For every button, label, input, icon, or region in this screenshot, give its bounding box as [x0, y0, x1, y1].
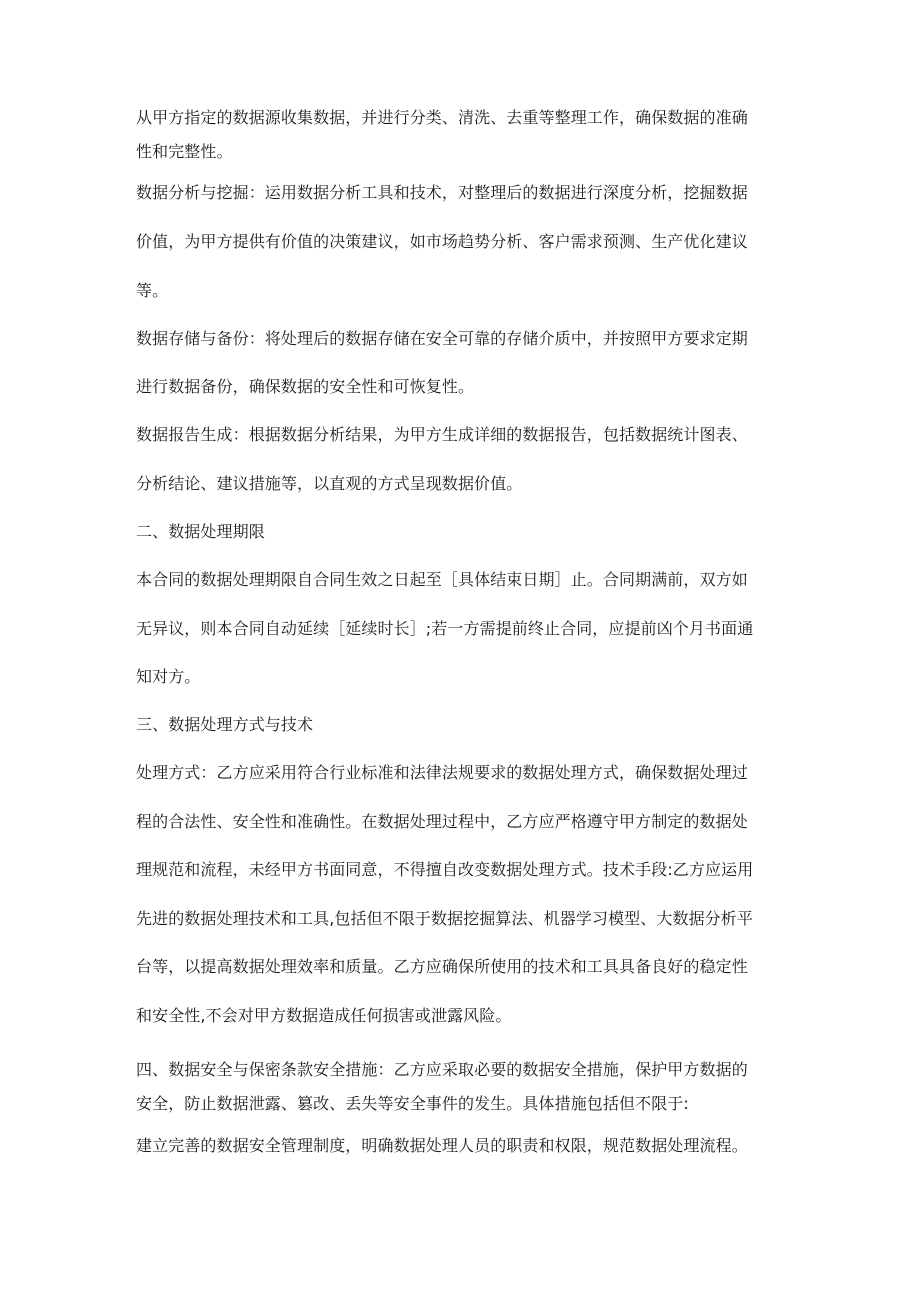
text-line: 处理方式：乙方应采用符合行业标准和法律法规要求的数据处理方式，确保数据处理过 [136, 763, 748, 782]
text-line: 价值，为甲方提供有价值的决策建议，如市场趋势分析、客户需求预测、生产优化建议 [136, 232, 748, 251]
method-paragraph [136, 762, 786, 1026]
text-line: 本合同的数据处理期限自合同生效之日起至［具体结束日期］止。合同期满前，双方如 [136, 570, 748, 589]
text-line: 台等，以提高数据处理效率和质量。乙方应确保所使用的技术和工具具备良好的稳定性 [136, 957, 748, 976]
text-line: 数据存储与备份：将处理后的数据存储在安全可靠的存储介质中，并按照甲方要求定期 [136, 329, 748, 348]
text-line: 知对方。 [136, 667, 201, 686]
text-line: 性和完整性。 [136, 142, 233, 161]
text-line: 数据报告生成：根据数据分析结果，为甲方生成详细的数据报告，包括数据统计图表、 [136, 425, 748, 444]
text-line: 等。 [136, 281, 169, 300]
management-paragraph [136, 1135, 786, 1156]
text-line: 理规范和流程，未经甲方书面同意，不得擅自改变数据处理方式。技术手段:乙方应运用 [136, 860, 754, 879]
text-line: 四、数据安全与保密条款安全措施：乙方应采取必要的数据安全措施，保护甲方数据的 [136, 1060, 748, 1079]
section-3-heading [136, 714, 786, 735]
text-line: 先进的数据处理技术和工具,包括但不限于数据挖掘算法、机器学习模型、大数据分析平 [136, 909, 753, 928]
text-line: 三、数据处理方式与技术 [136, 715, 314, 734]
text-line: 进行数据备份，确保数据的安全性和可恢复性。 [136, 377, 475, 396]
section-4-paragraph [136, 1059, 786, 1114]
text-line: 建立完善的数据安全管理制度，明确数据处理人员的职责和权限，规范数据处理流程。 [136, 1136, 748, 1155]
text-line: 从甲方指定的数据源收集数据，并进行分类、清洗、去重等整理工作，确保数据的准确 [136, 108, 748, 127]
section-2-heading [136, 521, 786, 542]
text-line: 数据分析与挖掘：运用数据分析工具和技术，对整理后的数据进行深度分析，挖掘数据 [136, 183, 748, 202]
collection-paragraph [136, 107, 786, 162]
text-line: 和安全性,不会对甲方数据造成任何损害或泄露风险。 [136, 1006, 512, 1025]
text-line: 无异议，则本合同自动延续［延续时长］;若一方需提前终止合同，应提前凶个月书面通 [136, 619, 754, 638]
term-paragraph [136, 569, 786, 687]
report-paragraph [136, 424, 786, 494]
analysis-paragraph [136, 182, 786, 301]
text-line: 程的合法性、安全性和准确性。在数据处理过程中，乙方应严格遵守甲方制定的数据处 [136, 812, 748, 831]
text-line: 二、数据处理期限 [136, 522, 265, 541]
text-line: 安全，防止数据泄露、篡改、丢失等安全事件的发生。具体措施包括但不限于: [136, 1094, 689, 1113]
text-line: 分析结论、建议措施等，以直观的方式呈现数据价值。 [136, 474, 523, 493]
storage-paragraph [136, 328, 786, 397]
